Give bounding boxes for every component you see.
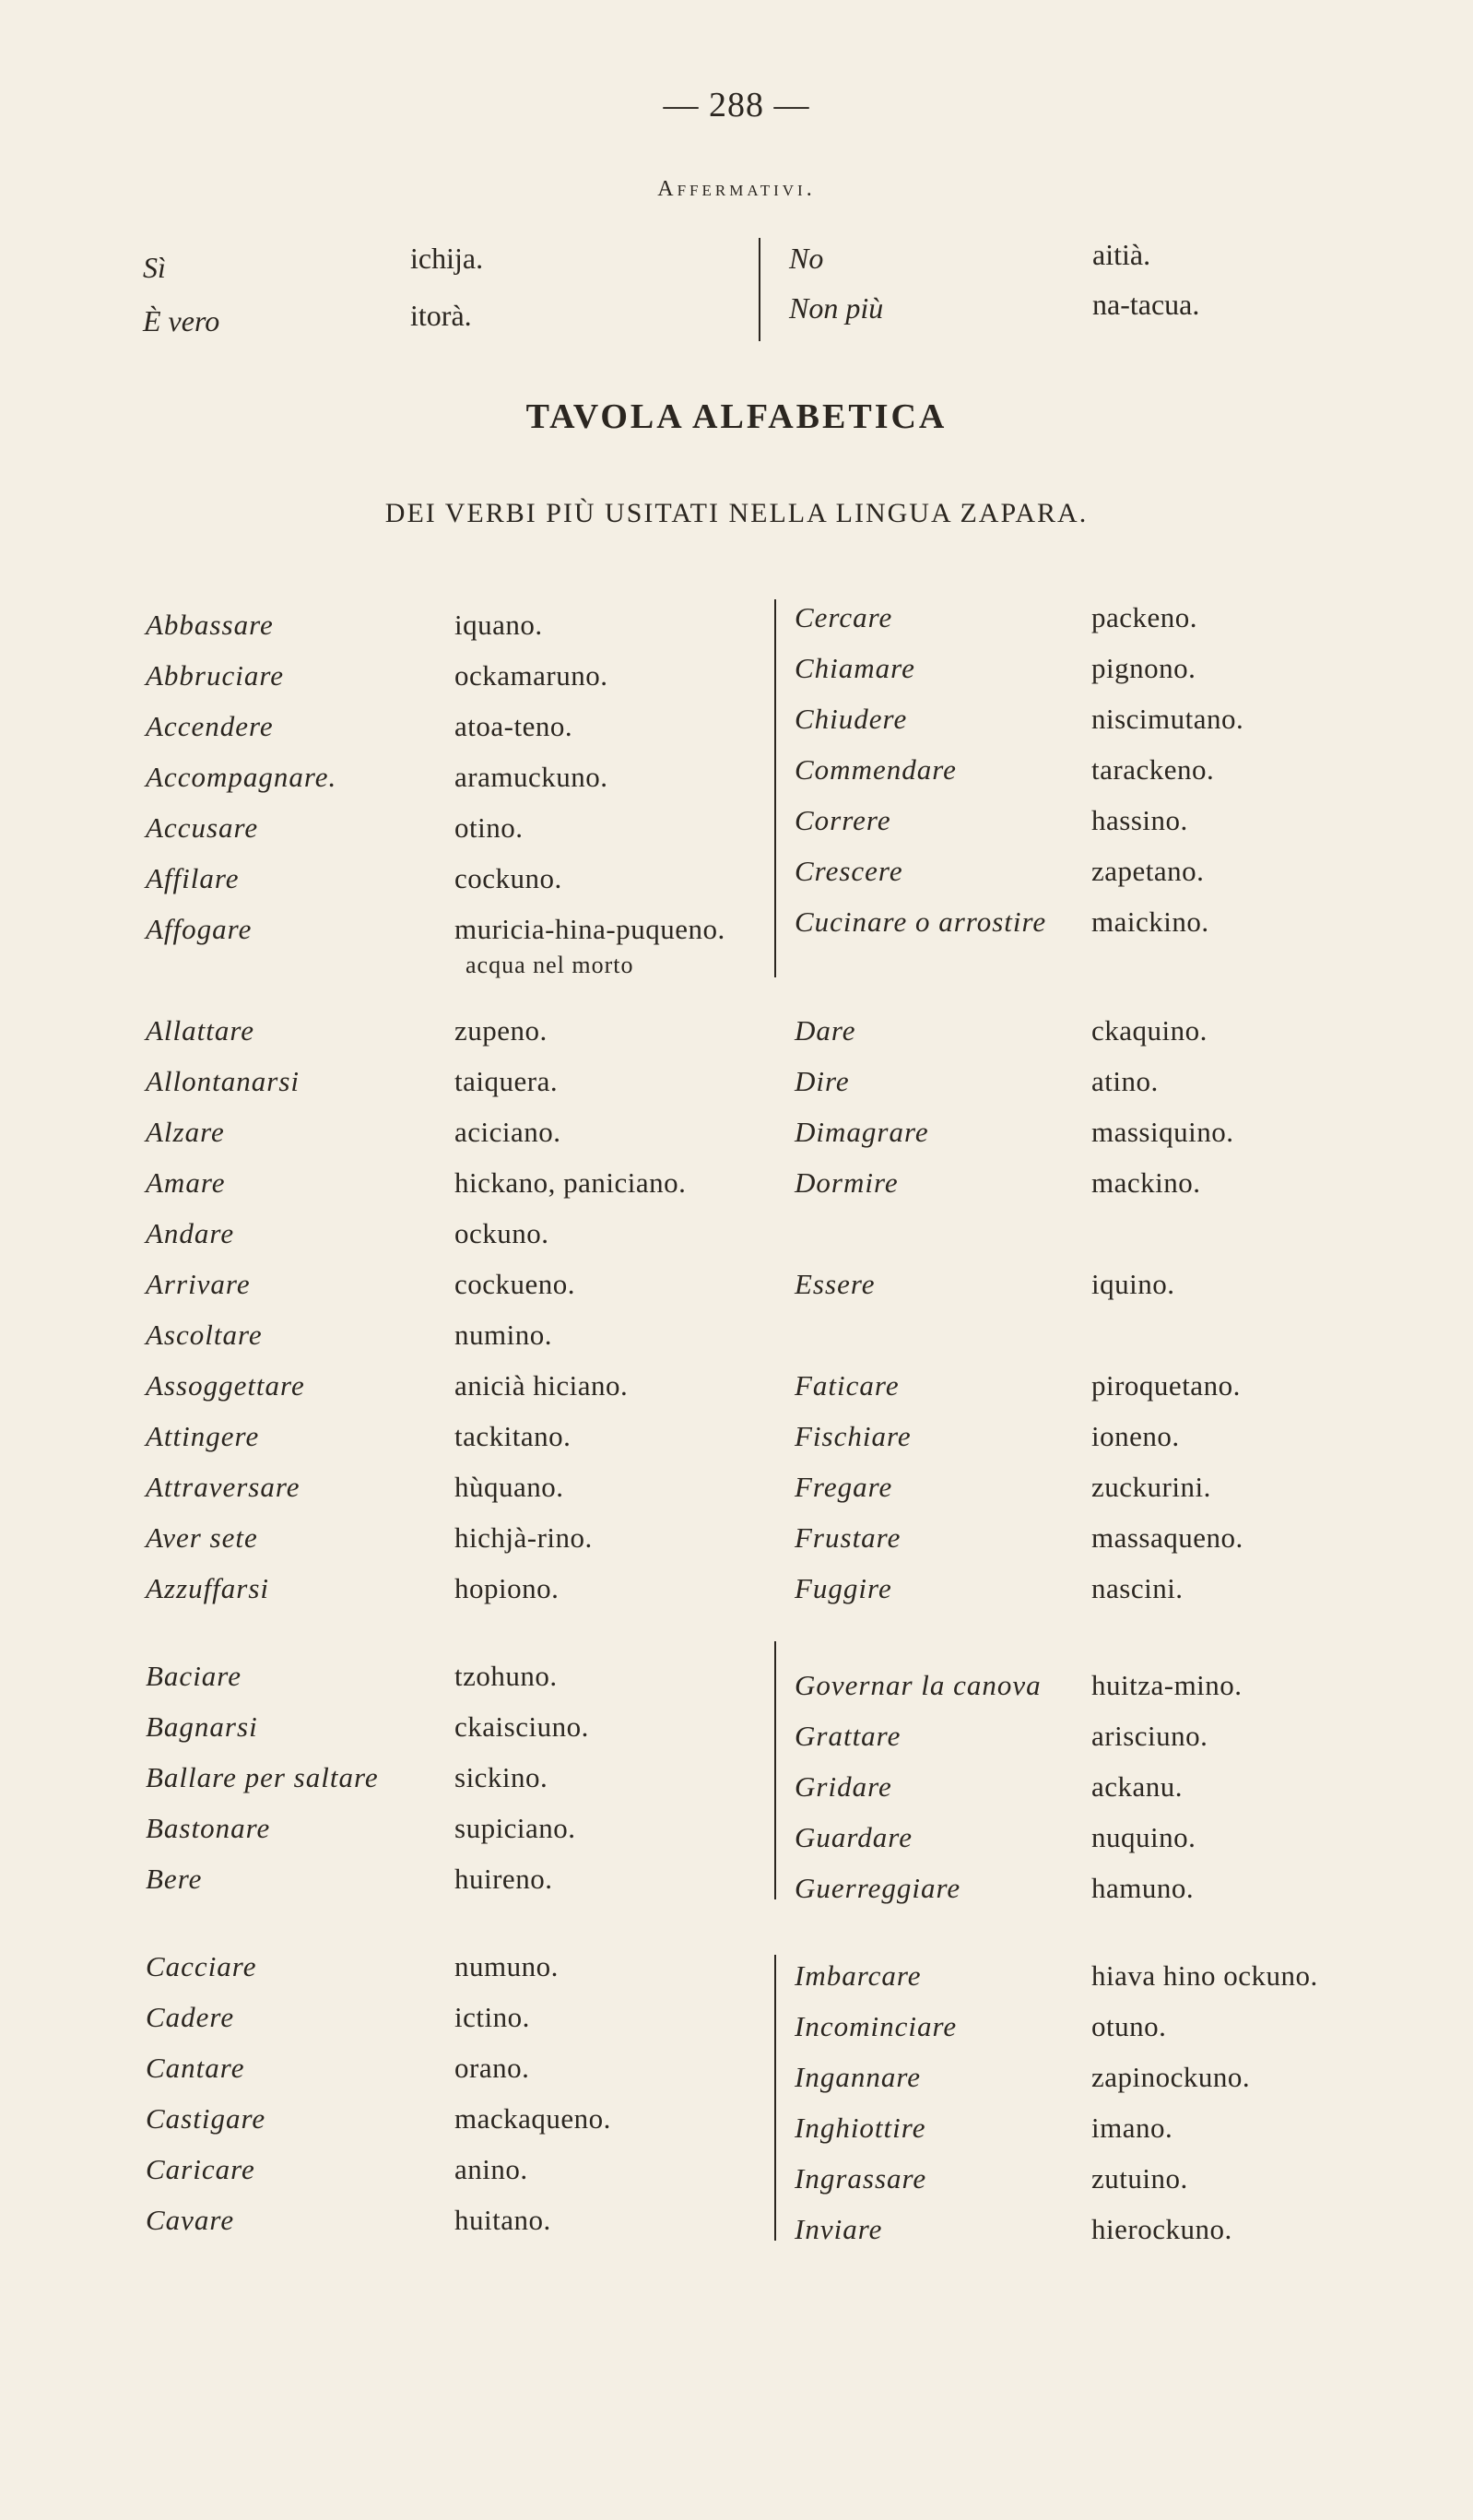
zapara-translation: orano.	[454, 2052, 530, 2084]
italian-verb: Dare	[795, 1014, 856, 1047]
italian-verb: Abbassare	[146, 609, 274, 641]
italian-verb: Cantare	[146, 2052, 245, 2084]
zapara-translation: muricia-hina-puqueno.	[454, 913, 725, 945]
zapara-translation: tackitano.	[454, 1420, 572, 1452]
zapara-translation: otino.	[454, 811, 524, 844]
zapara-translation: arisciuno.	[1091, 1720, 1208, 1752]
affirmative-translation: aitià.	[1092, 238, 1151, 271]
italian-verb: Dormire	[795, 1166, 899, 1199]
main-title: TAVOLA ALFABETICA	[525, 397, 948, 436]
italian-verb: Grattare	[795, 1720, 901, 1752]
italian-verb: Imbarcare	[795, 1959, 922, 1992]
italian-verb: Attingere	[146, 1420, 260, 1452]
zapara-translation: maickino.	[1091, 905, 1209, 938]
italian-verb: Fischiare	[795, 1420, 912, 1452]
italian-verb: Assoggettare	[146, 1369, 305, 1402]
italian-verb: Bere	[146, 1863, 203, 1895]
zapara-translation: hierockuno.	[1091, 2213, 1232, 2245]
zapara-translation: pignono.	[1091, 652, 1196, 684]
zapara-translation: hùquano.	[454, 1471, 564, 1503]
zapara-translation: ioneno.	[1091, 1420, 1180, 1452]
italian-verb: Governar la canova	[795, 1669, 1042, 1701]
affirmatives-divider	[759, 238, 760, 341]
italian-verb: Commendare	[795, 753, 957, 786]
zapara-translation: anino.	[454, 2153, 528, 2185]
column-divider	[774, 1955, 776, 2241]
italian-verb: Caricare	[146, 2153, 255, 2185]
italian-verb: Baciare	[146, 1660, 242, 1692]
affirmative-translation: ichija.	[410, 242, 484, 275]
zapara-translation: nascini.	[1091, 1572, 1184, 1604]
zapara-translation: zutuino.	[1091, 2162, 1188, 2195]
zapara-translation: zupeno.	[454, 1014, 548, 1047]
italian-verb: Cacciare	[146, 1950, 257, 1982]
zapara-translation: hickano, paniciano.	[454, 1166, 687, 1199]
italian-verb: Allontanarsi	[146, 1065, 300, 1097]
affirmative-word: Sì	[143, 251, 166, 284]
affirmative-translation: na-tacua.	[1092, 288, 1200, 321]
zapara-translation: hopiono.	[454, 1572, 560, 1604]
zapara-translation: iquano.	[454, 609, 543, 641]
zapara-translation: zapetano.	[1091, 855, 1205, 887]
zapara-translation: taiquera.	[454, 1065, 559, 1097]
zapara-translation: ckaquino.	[1091, 1014, 1208, 1047]
italian-verb: Affogare	[146, 913, 253, 945]
affirmative-translation: itorà.	[410, 299, 472, 332]
italian-verb: Dire	[795, 1065, 850, 1097]
zapara-translation: tzohuno.	[454, 1660, 558, 1692]
zapara-translation: atino.	[1091, 1065, 1159, 1097]
italian-verb: Correre	[795, 804, 891, 836]
zapara-translation: packeno.	[1091, 601, 1198, 633]
italian-verb: Alzare	[146, 1116, 225, 1148]
italian-verb: Arrivare	[146, 1268, 251, 1300]
zapara-translation: cockuno.	[454, 862, 562, 894]
zapara-translation: piroquetano.	[1091, 1369, 1241, 1402]
zapara-translation: hamuno.	[1091, 1872, 1195, 1904]
zapara-translation: huireno.	[454, 1863, 553, 1895]
zapara-translation: huitza-mino.	[1091, 1669, 1243, 1701]
italian-verb: Ingrassare	[795, 2162, 927, 2195]
italian-verb: Aver sete	[146, 1521, 258, 1554]
page-number: — 288 —	[663, 86, 810, 124]
zapara-translation: massaqueno.	[1091, 1521, 1243, 1554]
zapara-translation: hiava hino ockuno.	[1091, 1959, 1318, 1992]
italian-verb: Castigare	[146, 2102, 266, 2135]
italian-verb: Cavare	[146, 2204, 235, 2236]
zapara-translation: aramuckuno.	[454, 761, 608, 793]
italian-verb: Ballare per saltare	[146, 1761, 379, 1793]
italian-verb: Ascoltare	[146, 1319, 263, 1351]
italian-verb: Guerreggiare	[795, 1872, 961, 1904]
zapara-translation: iquino.	[1091, 1268, 1175, 1300]
zapara-translation: tarackeno.	[1091, 753, 1215, 786]
italian-verb: Accusare	[146, 811, 259, 844]
zapara-translation: zuckurini.	[1091, 1471, 1211, 1503]
affogare-note: acqua nel morto	[465, 952, 634, 978]
zapara-translation: supiciano.	[454, 1812, 576, 1844]
zapara-translation: atoa-teno.	[454, 710, 573, 742]
zapara-translation: ockamaruno.	[454, 659, 608, 692]
italian-verb: Abbruciare	[146, 659, 285, 692]
italian-verb: Bagnarsi	[146, 1710, 258, 1743]
italian-verb: Ingannare	[795, 2061, 921, 2093]
italian-verb: Gridare	[795, 1770, 892, 1803]
italian-verb: Dimagrare	[795, 1116, 929, 1148]
zapara-translation: otuno.	[1091, 2010, 1167, 2042]
zapara-translation: imano.	[1091, 2112, 1173, 2144]
zapara-translation: niscimutano.	[1091, 703, 1244, 735]
italian-verb: Bastonare	[146, 1812, 271, 1844]
zapara-translation: anicià hiciano.	[454, 1369, 629, 1402]
italian-verb: Cercare	[795, 601, 893, 633]
italian-verb: Chiudere	[795, 703, 908, 735]
zapara-translation: mackino.	[1091, 1166, 1201, 1199]
italian-verb: Allattare	[146, 1014, 255, 1047]
affirmative-word: No	[789, 242, 824, 275]
italian-verb: Azzuffarsi	[146, 1572, 270, 1604]
column-divider	[774, 599, 776, 977]
italian-verb: Incominciare	[795, 2010, 958, 2042]
zapara-translation: massiquino.	[1091, 1116, 1234, 1148]
zapara-translation: ckaisciuno.	[454, 1710, 589, 1743]
italian-verb: Amare	[146, 1166, 226, 1199]
zapara-translation: hichjà-rino.	[454, 1521, 593, 1554]
column-divider	[774, 1641, 776, 1899]
italian-verb: Cadere	[146, 2001, 235, 2033]
italian-verb: Frustare	[795, 1521, 901, 1554]
italian-verb: Faticare	[795, 1369, 900, 1402]
zapara-translation: huitano.	[454, 2204, 551, 2236]
zapara-translation: hassino.	[1091, 804, 1188, 836]
italian-verb: Andare	[146, 1217, 235, 1249]
italian-verb: Accompagnare.	[146, 761, 337, 793]
italian-verb: Essere	[795, 1268, 876, 1300]
zapara-translation: aciciano.	[454, 1116, 561, 1148]
zapara-translation: ackanu.	[1091, 1770, 1184, 1803]
zapara-translation: numuno.	[454, 1950, 559, 1982]
section-title: Affermativi.	[657, 177, 816, 201]
italian-verb: Crescere	[795, 855, 903, 887]
italian-verb: Fuggire	[795, 1572, 892, 1604]
italian-verb: Fregare	[795, 1471, 893, 1503]
zapara-translation: mackaqueno.	[454, 2102, 611, 2135]
affirmative-word: Non più	[789, 291, 884, 325]
italian-verb: Guardare	[795, 1821, 913, 1853]
zapara-translation: ictino.	[454, 2001, 530, 2033]
zapara-translation: nuquino.	[1091, 1821, 1196, 1853]
italian-verb: Inviare	[795, 2213, 883, 2245]
italian-verb: Accendere	[146, 710, 274, 742]
italian-verb: Cucinare o arrostire	[795, 905, 1047, 938]
zapara-translation: zapinockuno.	[1091, 2061, 1251, 2093]
italian-verb: Affilare	[146, 862, 240, 894]
subtitle: DEI VERBI PIÙ USITATI NELLA LINGUA ZAPARA.	[384, 498, 1089, 528]
zapara-translation: sickino.	[454, 1761, 548, 1793]
zapara-translation: ockuno.	[454, 1217, 549, 1249]
zapara-translation: cockueno.	[454, 1268, 576, 1300]
zapara-translation: numino.	[454, 1319, 552, 1351]
italian-verb: Inghiottire	[795, 2112, 926, 2144]
italian-verb: Chiamare	[795, 652, 915, 684]
italian-verb: Attraversare	[146, 1471, 300, 1503]
affirmative-word: È vero	[143, 304, 220, 337]
